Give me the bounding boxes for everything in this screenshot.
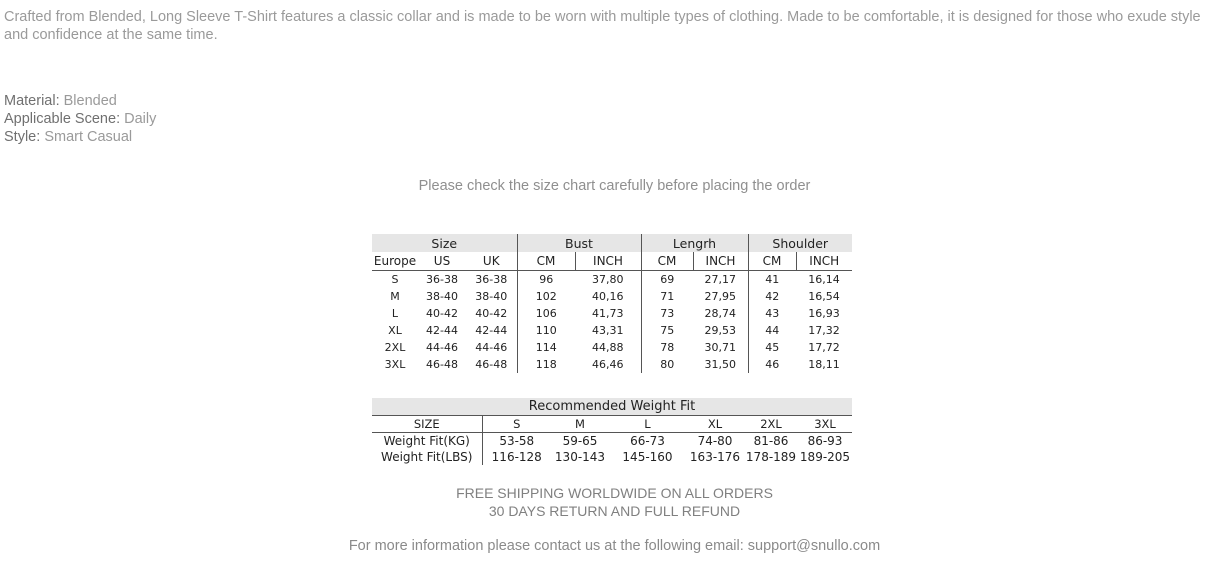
table-cell: 66-73 [630, 434, 665, 448]
shipping-notice: FREE SHIPPING WORLDWIDE ON ALL ORDERS [456, 485, 773, 501]
table-cell: 16,14 [808, 273, 840, 286]
table-cell: 46,46 [575, 356, 641, 373]
table-cell: 42-44 [466, 322, 517, 339]
table-cell: 27,17 [693, 271, 748, 289]
spec-material: Material: Blended [4, 93, 117, 109]
table-cell: M [390, 290, 400, 303]
size-chart-row [372, 322, 852, 339]
table-cell: L [391, 307, 399, 320]
table-cell: 29,53 [693, 322, 748, 339]
table-cell: 44,88 [575, 339, 641, 356]
table-cell: 45 [765, 341, 780, 354]
weight-fit-title-row [372, 398, 852, 416]
table-cell: 80 [660, 358, 675, 371]
column-header: 2XL [744, 416, 798, 433]
spec-label: Material [4, 93, 56, 109]
column-header: Europe [372, 252, 418, 271]
column-header: CM [641, 252, 693, 271]
column-header: INCH [575, 252, 641, 271]
table-cell: XL [388, 324, 402, 337]
table-cell: 110 [535, 324, 557, 337]
table-cell: 44-46 [426, 341, 458, 354]
column-header: INCH [796, 252, 852, 271]
contact-info: For more information please contact us at the following email: support@snullo.com [348, 538, 881, 554]
table-cell: 16,54 [808, 290, 840, 303]
table-cell: 30,71 [693, 339, 748, 356]
table-cell: 118 [535, 358, 557, 371]
column-header: SIZE [372, 416, 482, 433]
table-cell: S [391, 273, 399, 286]
size-chart-row [372, 271, 852, 289]
table-cell: 102 [535, 290, 557, 303]
table-cell: 69 [660, 273, 675, 286]
spec-style: Style: Smart Casual [4, 129, 133, 145]
table-cell: 17,32 [808, 324, 840, 337]
table-cell: 36-38 [426, 273, 458, 286]
table-cell: 96 [539, 273, 554, 286]
table-cell: Weight Fit(KG) [372, 433, 482, 450]
table-cell: 59-65 [562, 434, 598, 448]
group-bust: Bust [517, 234, 641, 252]
table-cell: 130-143 [554, 450, 606, 464]
spec-value: Smart Casual [44, 129, 133, 145]
size-chart-table [372, 234, 852, 373]
size-chart-row [372, 288, 852, 305]
table-cell: 81-86 [753, 434, 789, 448]
table-cell: 28,74 [693, 305, 748, 322]
column-header: L [609, 416, 686, 433]
size-chart-row [372, 339, 852, 356]
size-chart-row [372, 305, 852, 322]
table-cell: 78 [660, 341, 675, 354]
table-cell: 46 [765, 358, 780, 371]
table-cell: 36-38 [466, 271, 517, 289]
product-description: Crafted from Blended, Long Sleeve T-Shirt features a classic collar and is made to be worn with multiple types of clothing. Made to be comfortable, it is designed for those who exude style and confidence at the same time. [4, 9, 1201, 43]
table-cell: 2XL [384, 341, 406, 354]
column-header: INCH [693, 252, 748, 271]
weight-fit-title: Recommended Weight Fit [372, 398, 852, 416]
table-cell: 178-189 [745, 450, 797, 464]
table-cell: 116-128 [491, 450, 542, 464]
size-chart-note: Please check the size chart carefully before placing the order [418, 178, 811, 194]
table-cell: 86-93 [807, 434, 843, 448]
size-chart-group-header [372, 234, 852, 252]
table-cell: 3XL [384, 358, 406, 371]
group-shoulder: Shoulder [748, 234, 852, 252]
weight-fit-row [372, 433, 852, 450]
table-cell: 74-80 [697, 434, 733, 448]
column-header: CM [517, 252, 575, 271]
column-header: XL [686, 416, 744, 433]
weight-fit-row [372, 449, 852, 465]
table-cell: 41,73 [575, 305, 641, 322]
table-cell: 106 [535, 307, 557, 320]
column-header: US [418, 252, 466, 271]
table-cell: 41 [765, 273, 780, 286]
column-header: UK [466, 252, 517, 271]
table-cell: 37,80 [575, 271, 641, 289]
column-header: 3XL [798, 416, 852, 433]
table-cell: 16,93 [808, 307, 840, 320]
group-size: Size [372, 234, 517, 252]
table-cell: 42-44 [426, 324, 458, 337]
spec-scene: Applicable Scene: Daily [4, 111, 157, 127]
table-cell: 71 [660, 290, 675, 303]
spec-value: Blended [63, 93, 117, 109]
product-specs [4, 92, 156, 146]
spec-value: Daily [124, 111, 157, 127]
table-cell: 46-48 [466, 356, 517, 373]
column-header: S [482, 416, 551, 433]
table-cell: 31,50 [693, 356, 748, 373]
table-cell: 44-46 [466, 339, 517, 356]
table-cell: 18,11 [808, 358, 840, 371]
table-cell: 40-42 [426, 307, 458, 320]
table-cell: 75 [660, 324, 675, 337]
table-cell: 27,95 [693, 288, 748, 305]
table-cell: Weight Fit(LBS) [372, 449, 482, 465]
spec-label: Style [4, 129, 37, 145]
table-cell: 73 [660, 307, 675, 320]
group-length: Lengrh [641, 234, 748, 252]
return-notice: 30 DAYS RETURN AND FULL REFUND [488, 503, 741, 519]
table-cell: 114 [535, 341, 557, 354]
column-header: M [551, 416, 609, 433]
column-header: CM [748, 252, 796, 271]
weight-fit-table [372, 398, 852, 465]
spec-label: Applicable Scene [4, 111, 117, 127]
table-cell: 17,72 [808, 341, 840, 354]
table-cell: 43 [765, 307, 780, 320]
table-cell: 44 [765, 324, 780, 337]
table-cell: 38-40 [426, 290, 458, 303]
size-chart-column-header [372, 252, 852, 271]
table-cell: 42 [765, 290, 780, 303]
table-cell: 189-205 [799, 450, 851, 464]
table-cell: 40-42 [466, 305, 517, 322]
table-cell: 40,16 [575, 288, 641, 305]
size-chart-row [372, 356, 852, 373]
weight-fit-column-header [372, 416, 852, 433]
table-cell: 145-160 [622, 450, 673, 464]
table-cell: 38-40 [466, 288, 517, 305]
table-cell: 53-58 [499, 434, 535, 448]
table-cell: 43,31 [575, 322, 641, 339]
table-cell: 163-176 [689, 450, 741, 464]
table-cell: 46-48 [426, 358, 458, 371]
